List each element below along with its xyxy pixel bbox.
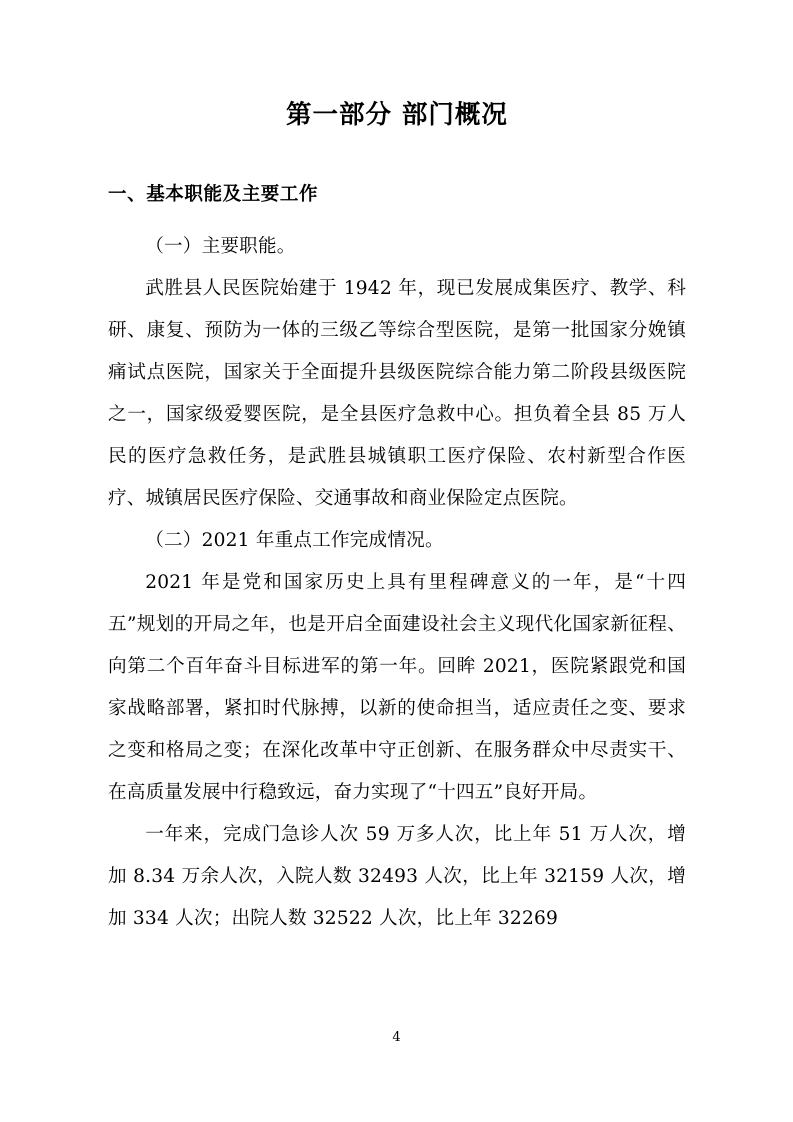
- paragraph-2021-summary: 2021 年是党和国家历史上具有里程碑意义的一年，是“十四五”规划的开局之年，也是开启全面建设社会主义现代化国家新征程、向第二个百年奋斗目标进军的第一年。回眸 2021，医院紧跟党和国家战略部署，紧扣时代脉搏，以新的使命担当，适应责任之变、要求之变和格局之变；在深化改革中守正创新、在服务群众中尽责实干、在高质量发展中行稳致远，奋力实现了“十四五”良好开局。: [108, 572, 686, 804]
- section-heading: 一、基本职能及主要工作: [108, 183, 319, 205]
- page-title: 第一部分 部门概况: [286, 100, 508, 130]
- page-number: 4: [392, 1030, 401, 1045]
- page-content: [108, 0, 686, 940]
- subheading-2021-key-work: （二）2021 年重点工作完成情况。: [145, 530, 444, 552]
- paragraph-statistics: 一年来，完成门急诊人次 59 万多人次，比上年 51 万人次，增加 8.34 万余人次，入院人数 32493 人次，比上年 32159 人次，增加 334 人次；出院人数 32522 人次，比上年 32269: [108, 824, 686, 930]
- subheading-main-duties: （一）主要职能。: [145, 236, 296, 258]
- paragraph-hospital-overview: 武胜县人民医院始建于 1942 年，现已发展成集医疗、教学、科研、康复、预防为一体的三级乙等综合型医院，是第一批国家分娩镇痛试点医院，国家关于全面提升县级医院综合能力第二阶段县级医院之一，国家级爱婴医院，是全县医疗急救中心。担负着全县 85 万人民的医疗急救任务，是武胜县城镇职工医疗保险、农村新型合作医疗、城镇居民医疗保险、交通事故和商业保险定点医院。: [108, 278, 686, 510]
